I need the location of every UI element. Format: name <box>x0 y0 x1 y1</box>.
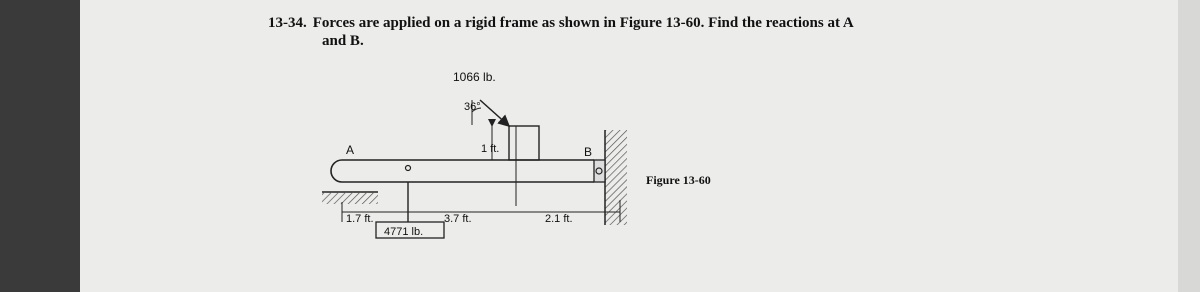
problem-text-line1: Forces are applied on a rigid frame as shown in Figure 13-60. Find the reactions at A <box>312 15 854 31</box>
dim-2-label: 3.7 ft. <box>444 213 472 225</box>
wall-support <box>605 130 627 225</box>
figure-caption: Figure 13-60 <box>646 173 711 187</box>
support-a-ground <box>322 192 378 204</box>
force-1066-arrow <box>480 100 509 126</box>
problem-text-line2: and B. <box>322 33 364 49</box>
force-top-label: 1066 lb. <box>453 70 496 84</box>
height-dim-label: 1 ft. <box>481 143 500 155</box>
beam-attach-point <box>406 166 411 171</box>
problem-number: 13-34. <box>268 15 307 31</box>
beam-left-end <box>331 160 342 182</box>
point-a-label: A <box>346 143 355 157</box>
force-bottom-label: 4771 lb. <box>384 226 424 238</box>
dim-3-label: 2.1 ft. <box>545 213 573 225</box>
point-b-label: B <box>584 145 593 159</box>
angle-label: 36° <box>464 101 481 113</box>
vertical-post <box>509 126 539 160</box>
dim-1-label: 1.7 ft. <box>346 213 374 225</box>
